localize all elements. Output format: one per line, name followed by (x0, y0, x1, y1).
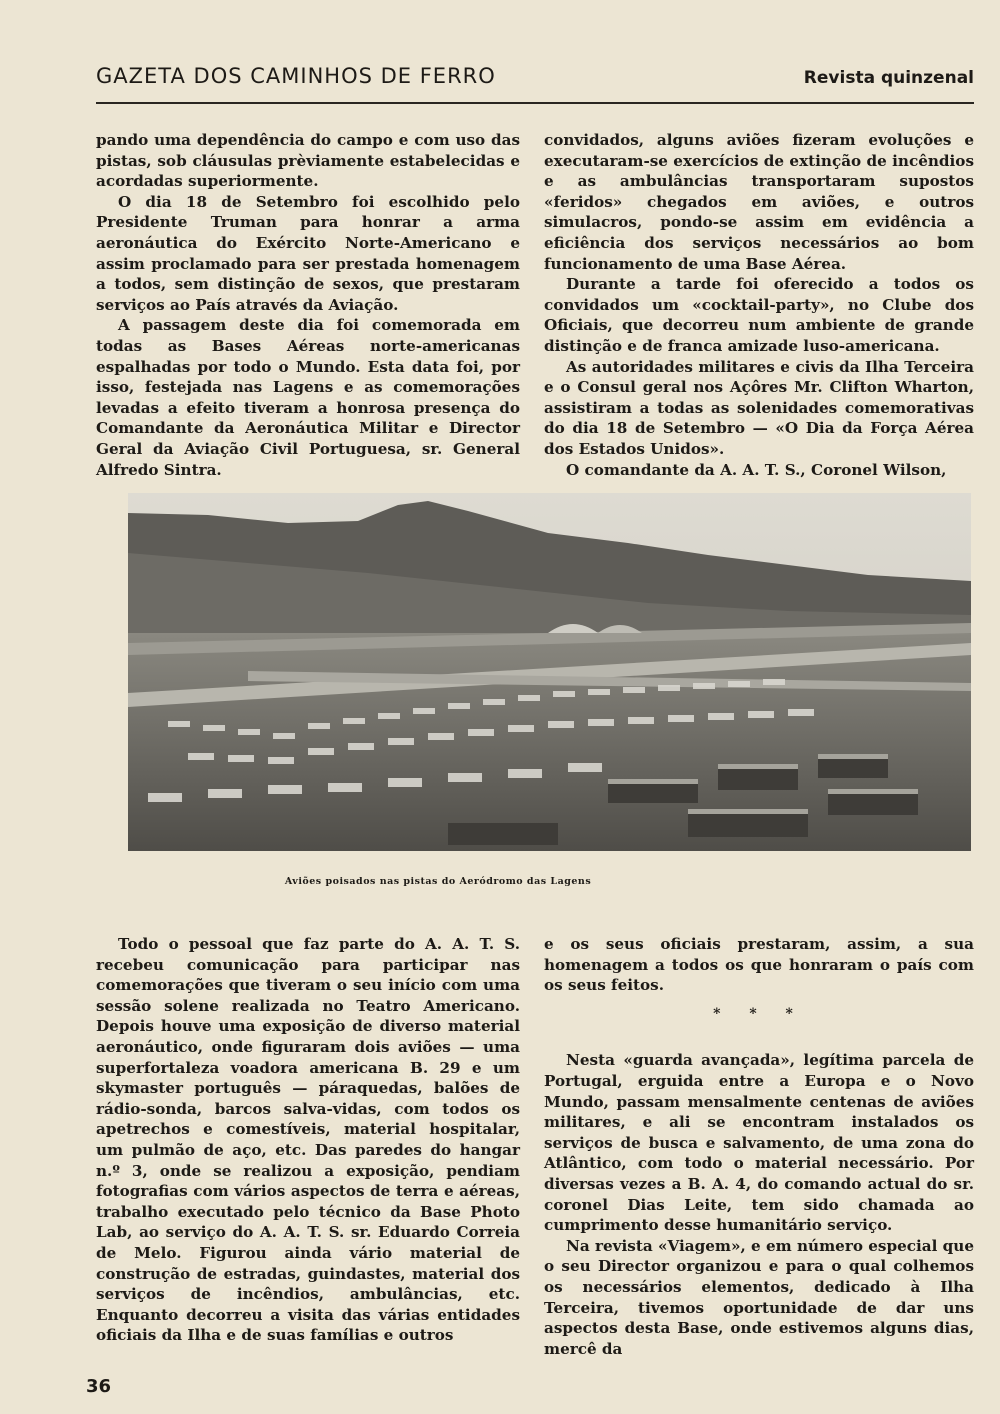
paragraph: Nesta «guarda avançada», legítima parcela de Portugal, erguida entre a Europa e o Novo Mundo, passam mensalmente centenas de aviões militares, e ali se encontram instalados os serviços de busca e salvamento, de uma zona do Atlântico, com todo o material necessário. Por diversas vezes a B. A. 4, do comando actual do sr. coronel Dias Leite, tem sido chamada ao cumprimento desse humanitário serviço. (544, 1051, 974, 1235)
paragraph: As autoridades militares e civis da Ilha Terceira e o Consul geral nos Açôres Mr. Clifton Wharton, assistiram a todas as solenidades comemorativas do dia 18 de Setembro — «O Dia da Força Aérea dos Estados Unidos». (544, 357, 974, 458)
publication-subtitle: Revista quinzenal (803, 68, 974, 88)
section-separator: * * * (713, 1005, 805, 1022)
airfield-photo-illustration (128, 493, 971, 851)
column-bottom-right (544, 934, 974, 1359)
column-top-left (96, 130, 520, 480)
paragraph: O dia 18 de Setembro foi escolhido pelo Presidente Truman para honrar a arma aeronáutica do Exército Norte-Americano e assim proclamado para ser prestada homenagem a todos, sem distinção de sexos, que prestaram serviços ao País através da Aviação. (96, 192, 520, 314)
paragraph: Todo o pessoal que faz parte do A. A. T. S. recebeu comunicação para participar nas comemorações que tiveram o seu início com uma sessão solene realizada no Teatro Americano. Depois houve uma exposição de diverso material aeronáutico, onde figuraram dois aviões — uma superfortaleza voadora americana B. 29 e um skymaster português — páraquedas, balões de rádio-sonda, barcos salva-vidas, com todos os apetrechos e comestíveis, material hospitalar, um pulmão de aço, etc. Das paredes do hangar n.º 3, onde se realizou a exposição, pendiam fotografias com vários aspectos de terra e aéreas, trabalho executado pelo técnico da Base Photo Lab, ao serviço do A. A. T. S. sr. Eduardo Correia de Melo. Figurou ainda vário material de construção de estradas, guindastes, material dos serviços de incêndios, ambulâncias, etc. Enquanto decorreu a visita das várias entidades oficiais da Ilha e de suas famílias e outros (96, 935, 520, 1345)
running-header (96, 62, 974, 104)
airfield-photograph (128, 493, 971, 851)
page-number: 36 (86, 1376, 112, 1397)
paragraph: pando uma dependência do campo e com uso das pistas, sob cláusulas prèviamente estabelecidas e acordadas superiormente. (96, 131, 520, 191)
paragraph: A passagem deste dia foi comemorada em todas as Bases Aéreas norte-americanas espalhadas por todo o Mundo. Esta data foi, por isso, festejada nas Lagens e as comemorações levadas a efeito tiveram a honrosa presença do Comandante da Aeronáutica Militar e Director Geral da Aviação Civil Portuguesa, sr. General Alfredo Sintra. (96, 316, 520, 479)
paragraph: Durante a tarde foi oferecido a todos os convidados um «cocktail-party», no Clube dos Oficiais, que decorreu num ambiente de grande distinção e de franca amizade luso-americana. (544, 275, 974, 355)
photo-caption: Aviões poisados nas pistas do Aeródromo das Lagens (284, 876, 592, 887)
column-top-right (544, 130, 974, 480)
paragraph: e os seus oficiais prestaram, assim, a sua homenagem a todos os que honraram o país com os seus feitos. (544, 935, 974, 995)
paragraph: convidados, alguns aviões fizeram evoluções e executaram-se exercícios de extinção de incêndios e as ambulâncias transportaram supostos «feridos» chegados em aviões, e outros simulacros, pondo-se assim em evidência a eficiência dos serviços necessários ao bom funcionamento de uma Base Aérea. (544, 131, 974, 273)
column-bottom-left (96, 934, 520, 1346)
publication-title: GAZETA DOS CAMINHOS DE FERRO (96, 64, 496, 88)
paragraph: Na revista «Viagem», e em número especial que o seu Director organizou e para o qual colhemos os necessários elementos, dedicado à Ilha Terceira, tivemos oportunidade de dar uns aspectos desta Base, onde estivemos alguns dias, mercê da (544, 1236, 974, 1358)
paragraph: O comandante da A. A. T. S., Coronel Wilson, (566, 460, 947, 479)
